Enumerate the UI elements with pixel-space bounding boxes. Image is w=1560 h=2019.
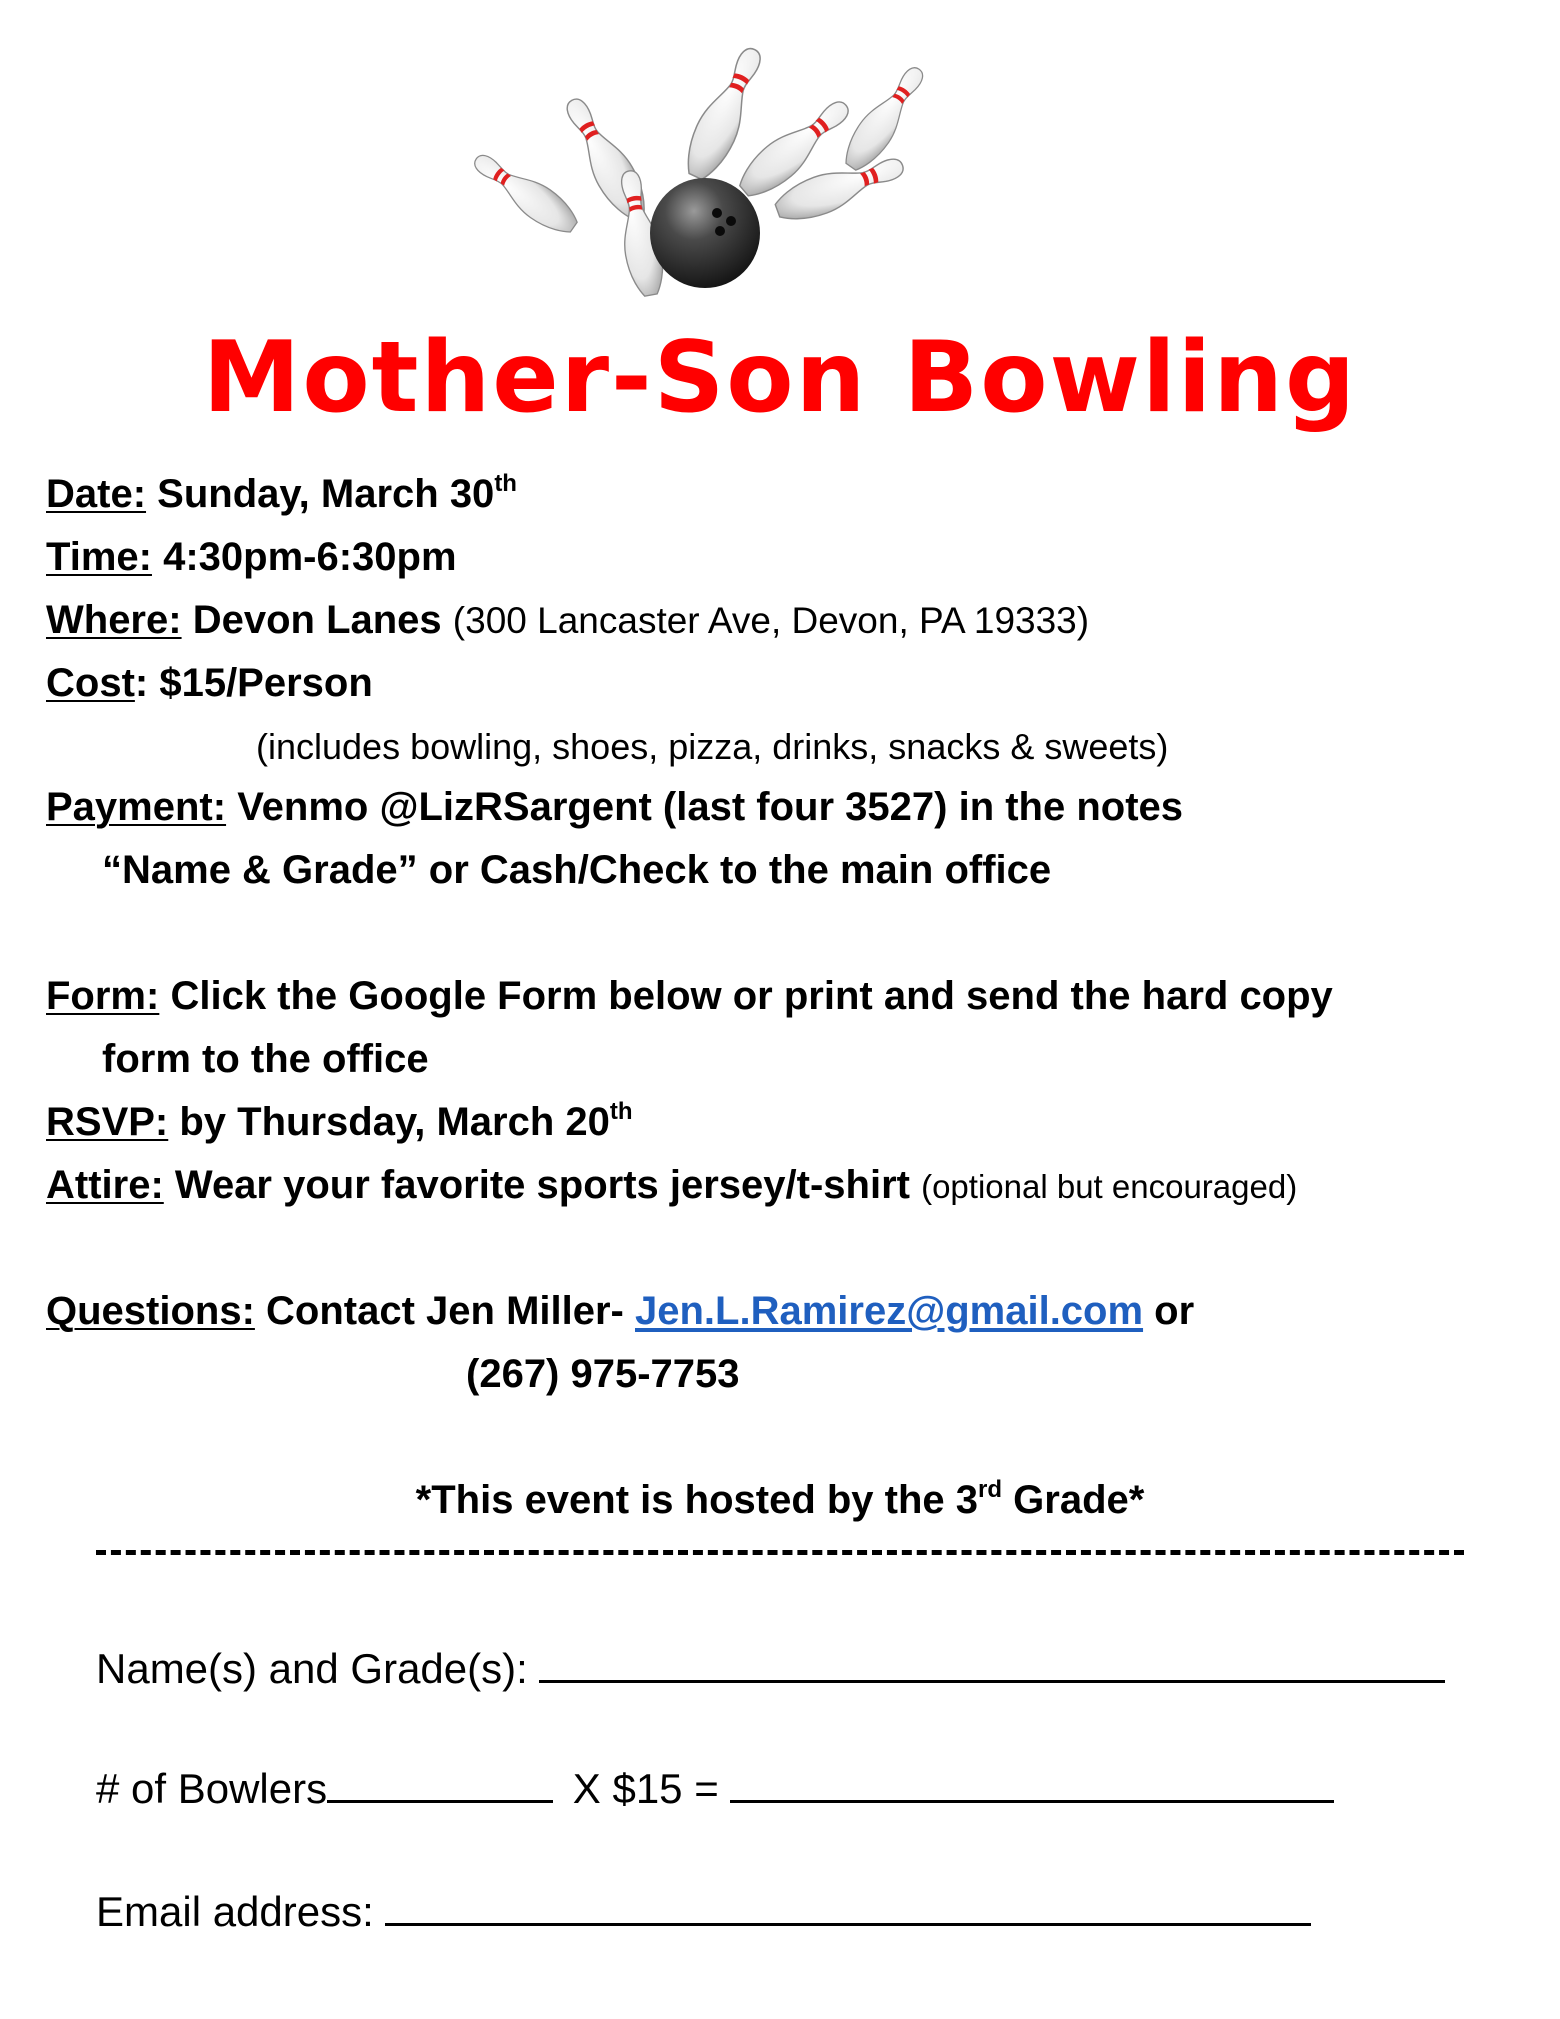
form-line (46, 970, 1333, 1022)
cost-label: Cost (46, 661, 135, 705)
rsvp-line (46, 1096, 633, 1148)
payment-line2: “Name & Grade” or Cash/Check to the main office (102, 848, 1052, 892)
date-suffix: th (494, 470, 517, 497)
where-label: Where: (46, 598, 182, 642)
hosted-prefix: *This event is hosted by the 3 (415, 1478, 979, 1522)
cut-line-divider (96, 1550, 1464, 1555)
names-field[interactable] (539, 1640, 1445, 1683)
names-label: Name(s) and Grade(s): (96, 1645, 528, 1692)
where-line (46, 594, 1089, 647)
where-value: Devon Lanes (192, 598, 442, 642)
form-label: Form: (46, 974, 160, 1018)
time-label: Time: (46, 535, 152, 579)
time-line (46, 531, 457, 583)
email-field[interactable] (385, 1883, 1311, 1926)
payment-line1: Venmo @LizRSargent (last four 3527) in the notes (237, 785, 1184, 829)
pin-far-right (837, 60, 933, 177)
date-value: Sunday, March 30 (157, 472, 495, 516)
cost-value: : $15/Person (134, 661, 373, 705)
hosted-suffix: Grade* (1002, 1478, 1145, 1522)
attire-value: Wear your favorite sports jersey/t-shirt (174, 1163, 910, 1207)
bowlers-count-field[interactable] (327, 1760, 553, 1803)
email-row (96, 1883, 1311, 1939)
names-row (96, 1640, 1445, 1696)
payment-label: Payment: (46, 785, 227, 829)
bowlers-row (96, 1760, 1334, 1816)
form-line1: Click the Google Form below or print and send the hard copy (170, 974, 1333, 1018)
attire-line (46, 1159, 1297, 1213)
attire-note: (optional but encouraged) (921, 1168, 1298, 1205)
payment-line (46, 781, 1183, 833)
questions-line (46, 1285, 1194, 1337)
email-label: Email address: (96, 1888, 374, 1935)
time-value: 4:30pm-6:30pm (163, 535, 457, 579)
form-line2: form to the office (102, 1037, 429, 1081)
flyer-title: Mother-Son Bowling (202, 321, 1358, 435)
multiplier-label: X $15 = (572, 1765, 719, 1812)
cost-line (46, 657, 373, 709)
cost-includes (256, 720, 1168, 773)
bowlers-label: # of Bowlers (96, 1765, 328, 1812)
date-label: Date: (46, 472, 147, 516)
total-amount-field[interactable] (730, 1760, 1334, 1803)
date-line (46, 468, 517, 520)
questions-or: or (1154, 1289, 1195, 1333)
contact-phone: (267) 975-7753 (466, 1352, 740, 1396)
bowling-pins-ball-graphic (455, 18, 955, 308)
bowling-ball (650, 178, 760, 288)
cost-includes-text: (includes bowling, shoes, pizza, drinks, snacks & sweets) (256, 726, 1169, 767)
hosted-suffix-sup: rd (978, 1476, 1003, 1503)
questions-value: Contact Jen Miller- (266, 1289, 624, 1333)
attire-label: Attire: (46, 1163, 164, 1207)
hosted-by-note (0, 1474, 1560, 1526)
questions-label: Questions: (46, 1289, 255, 1333)
rsvp-suffix: th (609, 1098, 633, 1125)
rsvp-label: RSVP: (46, 1100, 169, 1144)
rsvp-value: by Thursday, March 20 (179, 1100, 610, 1144)
where-address: (300 Lancaster Ave, Devon, PA 19333) (452, 600, 1090, 641)
contact-email-link[interactable]: Jen.L.Ramirez@gmail.com (635, 1289, 1144, 1333)
pin-far-left (467, 145, 584, 241)
